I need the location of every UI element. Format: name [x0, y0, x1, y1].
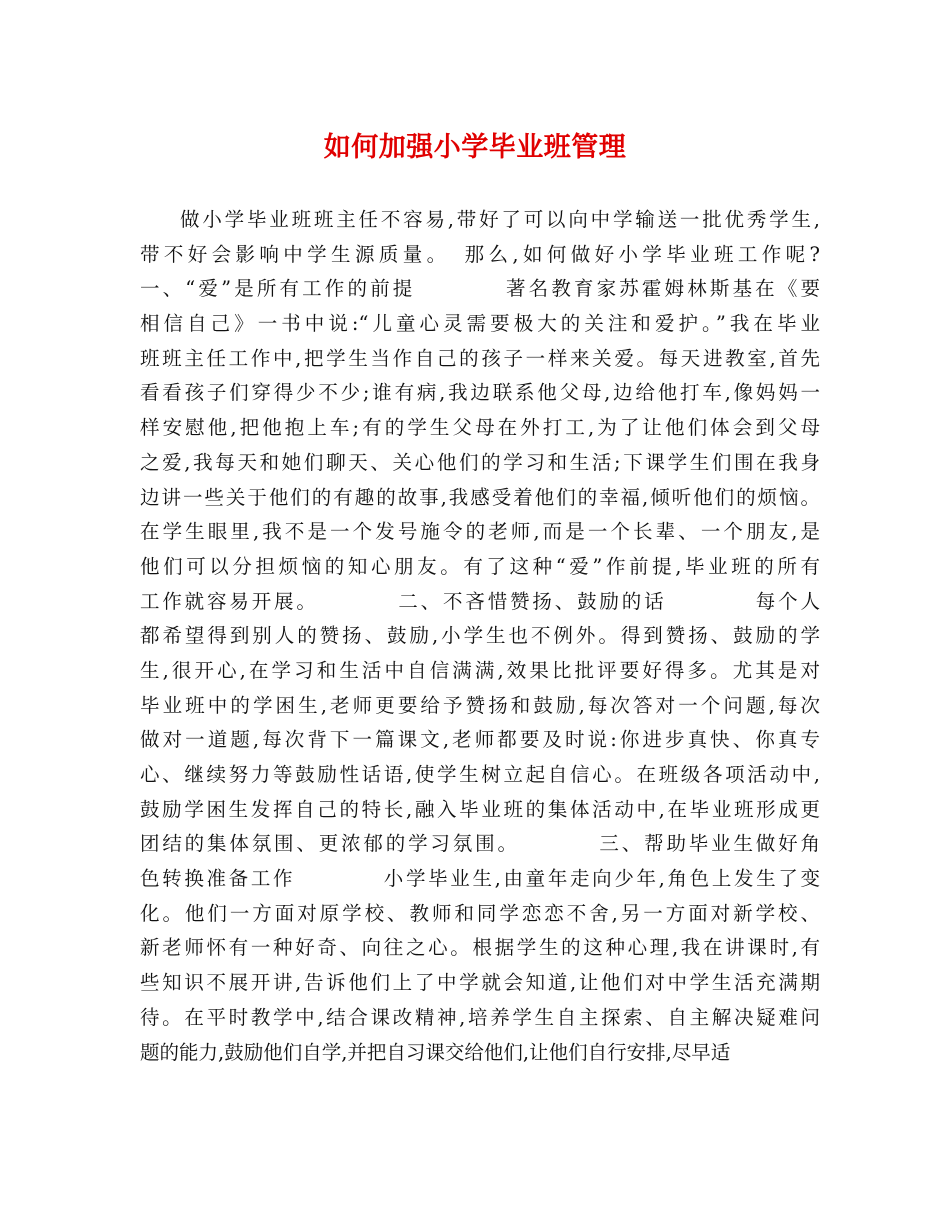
text-line: 在学生眼里,我不是一个发号施令的老师,而是一个长辈、一个朋友,是 [140, 520, 820, 544]
text-line: 鼓励学困生发挥自己的特长,融入毕业班的集体活动中,在毕业班形成更 [140, 797, 820, 821]
text-line: 做小学毕业班班主任不容易,带好了可以向中学输送一批优秀学生, [180, 208, 820, 231]
text-line: 团结的集体氛围、更浓郁的学习氛围。 三、帮助毕业生做好角 [140, 832, 820, 856]
text-line: 生,很开心,在学习和生活中自信满满,效果比批评要好得多。尤其是对 [140, 658, 820, 682]
text-line: 毕业班中的学困生,老师更要给予赞扬和鼓励,每次答对一个问题,每次 [140, 693, 820, 717]
text-line: 做对一道题,每次背下一篇课文,老师都要及时说:你进步真快、你真专 [140, 728, 820, 752]
text-line: 题的能力,鼓励他们自学,并把自习课交给他们,让他们自行安排,尽早适 [140, 1040, 731, 1064]
text-line: 心、继续努力等鼓励性话语,使学生树立起自信心。在班级各项活动中, [140, 763, 820, 786]
text-line: 之爱,我每天和她们聊天、关心他们的学习和生活;下课学生们围在我身 [140, 450, 820, 474]
text-line: 新老师怀有一种好奇、向往之心。根据学生的这种心理,我在讲课时,有 [140, 936, 820, 960]
text-line: 他们可以分担烦恼的知心朋友。有了这种“爱”作前提,毕业班的所有 [140, 554, 820, 578]
text-line: 看看孩子们穿得少不少;谁有病,我边联系他父母,边给他打车,像妈妈一 [140, 381, 820, 405]
document-body [140, 203, 820, 1070]
text-line: 些知识不展开讲,告诉他们上了中学就会知道,让他们对中学生活充满期 [140, 971, 820, 995]
text-line: 样安慰他,把他抱上车;有的学生父母在外打工,为了让他们体会到父母 [140, 416, 820, 440]
text-line: 带不好会影响中学生源质量。 那么,如何做好小学毕业班工作呢? [140, 242, 820, 266]
text-line: 都希望得到别人的赞扬、鼓励,小学生也不例外。得到赞扬、鼓励的学 [140, 624, 820, 648]
text-line: 一、“爱”是所有工作的前提 著名教育家苏霍姆林斯基在《要 [140, 277, 820, 301]
text-line: 班班主任工作中,把学生当作自己的孩子一样来关爱。每天进教室,首先 [140, 346, 820, 370]
text-line: 化。他们一方面对原学校、教师和同学恋恋不舍,另一方面对新学校、 [140, 901, 820, 925]
text-line: 工作就容易开展。 二、不吝惜赞扬、鼓励的话 每个人 [140, 589, 820, 613]
text-line: 色转换准备工作 小学毕业生,由童年走向少年,角色上发生了变 [140, 867, 820, 891]
text-line: 边讲一些关于他们的有趣的故事,我感受着他们的幸福,倾听他们的烦恼。 [140, 485, 820, 509]
text-line: 相信自己》一书中说:“儿童心灵需要极大的关注和爱护。”我在毕业 [140, 312, 820, 336]
text-line: 待。在平时教学中,结合课改精神,培养学生自主探索、自主解决疑难问 [140, 1005, 820, 1029]
document-title: 如何加强小学毕业班管理 [323, 132, 627, 163]
